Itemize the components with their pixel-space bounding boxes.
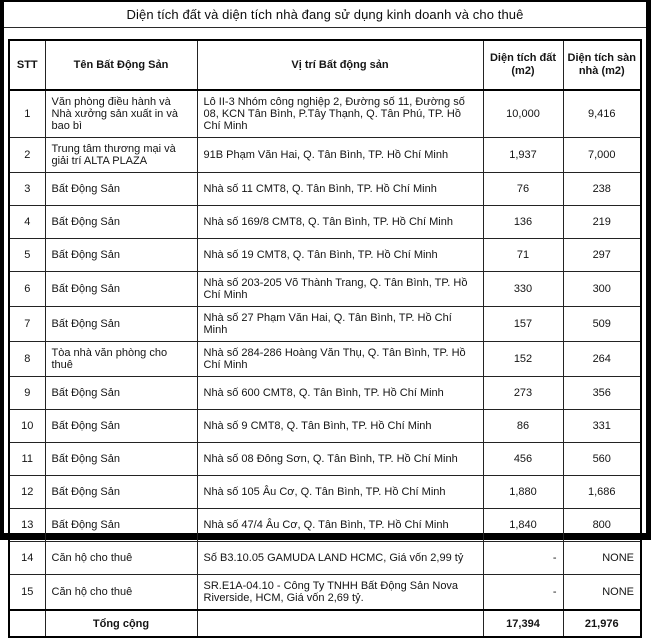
- table-row: [9, 575, 641, 611]
- cell-stt: 9: [9, 377, 45, 410]
- cell-land: 157: [483, 307, 563, 342]
- table-row: [9, 173, 641, 206]
- cell-land: 136: [483, 206, 563, 239]
- cell-stt: 14: [9, 542, 45, 575]
- cell-land: 1,840: [483, 509, 563, 542]
- cell-location: SR.E1A-04.10 - Công Ty TNHH Bất Động Sản Nova Riverside, HCM, Giá vốn 2,69 tỷ.: [197, 575, 483, 611]
- cell-stt: 3: [9, 173, 45, 206]
- table-row: [9, 377, 641, 410]
- table-row: [9, 90, 641, 138]
- cell-location: Nhà số 11 CMT8, Q. Tân Bình, TP. Hồ Chí Minh: [197, 173, 483, 206]
- cell-name: Bất Động Sản: [45, 307, 197, 342]
- cell-stt: 10: [9, 410, 45, 443]
- cell-name: Bất Động Sản: [45, 239, 197, 272]
- cell-location: Nhà số 19 CMT8, Q. Tân Bình, TP. Hồ Chí Minh: [197, 239, 483, 272]
- table-row: [9, 239, 641, 272]
- cell-name: Bất Động Sản: [45, 410, 197, 443]
- cell-location: Nhà số 284-286 Hoàng Văn Thụ, Q. Tân Bình, TP. Hồ Chí Minh: [197, 342, 483, 377]
- total-cell-empty-location: [197, 610, 483, 637]
- cell-land: -: [483, 542, 563, 575]
- cell-name: Bất Động Sản: [45, 173, 197, 206]
- table-row: [9, 272, 641, 307]
- cell-floor: 264: [563, 342, 641, 377]
- table-row: [9, 342, 641, 377]
- cell-name: Bất Động Sản: [45, 509, 197, 542]
- property-table: [8, 39, 642, 638]
- header-row: [9, 40, 641, 90]
- cell-floor: 1,686: [563, 476, 641, 509]
- total-row: [9, 610, 641, 637]
- cell-land: 273: [483, 377, 563, 410]
- table-row: [9, 206, 641, 239]
- cell-stt: 7: [9, 307, 45, 342]
- total-land-value: 17,394: [483, 610, 563, 637]
- cell-location: Nhà số 169/8 CMT8, Q. Tân Bình, TP. Hồ Chí Minh: [197, 206, 483, 239]
- cell-location: Nhà số 600 CMT8, Q. Tân Bình, TP. Hồ Chí Minh: [197, 377, 483, 410]
- cell-name: Bất Động Sản: [45, 272, 197, 307]
- cell-location: Lô II-3 Nhóm công nghiệp 2, Đường số 11, Đường số 08, KCN Tân Bình, P.Tây Thạnh, Q. Tân Phú, TP. Hồ Chí Minh: [197, 90, 483, 138]
- cell-stt: 12: [9, 476, 45, 509]
- cell-location: Số B3.10.05 GAMUDA LAND HCMC, Giá vốn 2,99 tỷ: [197, 542, 483, 575]
- table-row: [9, 410, 641, 443]
- cell-name: Căn hộ cho thuê: [45, 542, 197, 575]
- cell-name: Căn hộ cho thuê: [45, 575, 197, 611]
- column-header-land: Diện tích đất (m2): [483, 40, 563, 90]
- cell-name: Bất Động Sản: [45, 476, 197, 509]
- cell-land: 71: [483, 239, 563, 272]
- cell-floor: 331: [563, 410, 641, 443]
- cell-stt: 8: [9, 342, 45, 377]
- cell-land: 76: [483, 173, 563, 206]
- cell-name: Trung tâm thương mại và giải trí ALTA PLAZA: [45, 138, 197, 173]
- table-body: [9, 90, 641, 610]
- cell-stt: 4: [9, 206, 45, 239]
- cell-land: 1,880: [483, 476, 563, 509]
- cell-floor: 300: [563, 272, 641, 307]
- cell-land: 330: [483, 272, 563, 307]
- cell-location: Nhà số 9 CMT8, Q. Tân Bình, TP. Hồ Chí Minh: [197, 410, 483, 443]
- cell-stt: 11: [9, 443, 45, 476]
- column-header-stt: STT: [9, 40, 45, 90]
- cell-floor: 356: [563, 377, 641, 410]
- cell-floor: 509: [563, 307, 641, 342]
- cell-floor: 7,000: [563, 138, 641, 173]
- cell-location: Nhà số 105 Âu Cơ, Q. Tân Bình, TP. Hồ Chí Minh: [197, 476, 483, 509]
- column-header-location: Vị trí Bất động sản: [197, 40, 483, 90]
- total-cell-empty-stt: [9, 610, 45, 637]
- cell-land: 86: [483, 410, 563, 443]
- cell-location: Nhà số 47/4 Âu Cơ, Q. Tân Bình, TP. Hồ Chí Minh: [197, 509, 483, 542]
- cell-floor: 9,416: [563, 90, 641, 138]
- table-row: [9, 138, 641, 173]
- cell-land: 456: [483, 443, 563, 476]
- cell-land: -: [483, 575, 563, 611]
- cell-floor: 238: [563, 173, 641, 206]
- cell-name: Bất Động Sản: [45, 377, 197, 410]
- table-row: [9, 443, 641, 476]
- cell-stt: 6: [9, 272, 45, 307]
- table-row: [9, 542, 641, 575]
- cell-location: 91B Phạm Văn Hai, Q. Tân Bình, TP. Hồ Chí Minh: [197, 138, 483, 173]
- cell-location: Nhà số 27 Phạm Văn Hai, Q. Tân Bình, TP. Hồ Chí Minh: [197, 307, 483, 342]
- table-header: [9, 40, 641, 90]
- cell-floor: 800: [563, 509, 641, 542]
- total-floor-value: 21,976: [563, 610, 641, 637]
- cell-stt: 13: [9, 509, 45, 542]
- cell-name: Văn phòng điều hành và Nhà xưởng sản xuất in và bao bì: [45, 90, 197, 138]
- column-header-floor: Diện tích sàn nhà (m2): [563, 40, 641, 90]
- table-row: [9, 509, 641, 542]
- table-row: [9, 307, 641, 342]
- cell-name: Tòa nhà văn phòng cho thuê: [45, 342, 197, 377]
- cell-floor: 560: [563, 443, 641, 476]
- cell-land: 10,000: [483, 90, 563, 138]
- cell-stt: 1: [9, 90, 45, 138]
- table-row: [9, 476, 641, 509]
- cell-floor: NONE: [563, 575, 641, 611]
- cell-name: Bất Động Sản: [45, 206, 197, 239]
- cell-stt: 15: [9, 575, 45, 611]
- cell-location: Nhà số 203-205 Võ Thành Trang, Q. Tân Bình, TP. Hồ Chí Minh: [197, 272, 483, 307]
- cell-floor: NONE: [563, 542, 641, 575]
- cell-stt: 2: [9, 138, 45, 173]
- cell-land: 152: [483, 342, 563, 377]
- cell-land: 1,937: [483, 138, 563, 173]
- cell-floor: 297: [563, 239, 641, 272]
- cell-name: Bất Động Sản: [45, 443, 197, 476]
- document-title: Diện tích đất và diện tích nhà đang sử dụng kinh doanh và cho thuê: [4, 2, 646, 28]
- table-footer: [9, 610, 641, 637]
- total-label: Tổng cộng: [45, 610, 197, 637]
- cell-location: Nhà số 08 Đông Sơn, Q. Tân Bình, TP. Hồ Chí Minh: [197, 443, 483, 476]
- cell-floor: 219: [563, 206, 641, 239]
- column-header-name: Tên Bất Động Sản: [45, 40, 197, 90]
- cell-stt: 5: [9, 239, 45, 272]
